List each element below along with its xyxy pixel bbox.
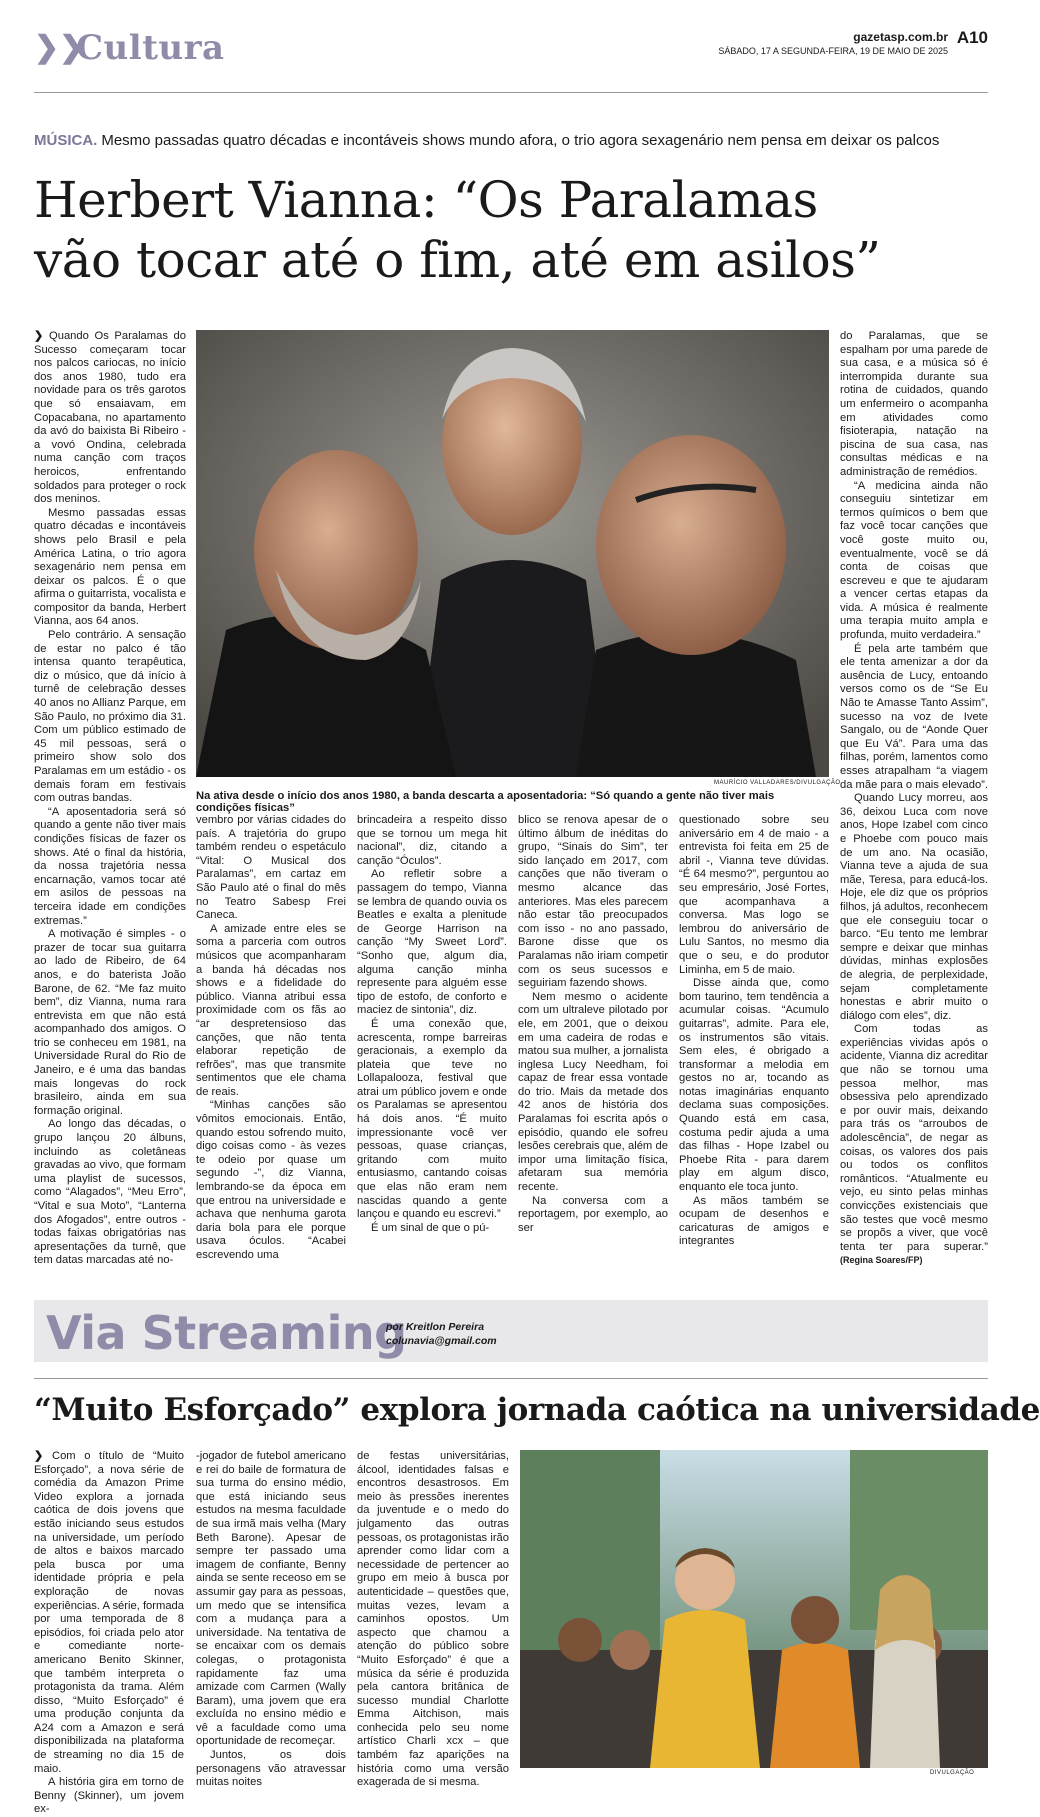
column-paragraph: brincadeira a respeito disso que se tornou um mega hit nacional”, diz, citando a canção “Óculos”.: [357, 814, 507, 867]
byline-email: colunavia@gmail.com: [386, 1335, 497, 1347]
article-kicker: [34, 132, 988, 149]
series-photo: [520, 1450, 988, 1768]
column-paragraph: A amizade entre eles se soma a parceria com outros músicos que acompanharam a banda há décadas nos shows e a fidelidade do público. Vianna atribui essa proximidade com os fãs ao “ar despretensioso das canções, que não tenta elaborar repetição de refrões”, mas que transmite sentimentos que ele chama de reais.: [196, 922, 346, 1098]
streaming-column-2: [196, 1450, 346, 1789]
section-name: Cultura: [76, 28, 225, 68]
column-paragraph: “A aposentadoria será só quando a gente não tiver mais condições físicas de fazer os shows. Até o final da história, da nossa trajetória nessa encarnação, vamos tocar até em asilos de pessoas na terceira idade em condições extremas.”: [34, 805, 186, 927]
column-paragraph: É um sinal de que o pú-: [371, 1221, 490, 1234]
column-paragraph: blico se renova apesar de o último álbum de inéditas do grupo, “Sinais do Sim”, ter sido lançado em 2017, com canções que não tiveram o mesmo alcance das anteriores. Mas eles parecem não estar tão preocupados com isso - no ano passado, Barone disse que os Paralamas não iriam competir com os seus sucessos e seguiriam fazendo shows.: [518, 814, 668, 990]
lead-chevron-icon: ❯: [34, 1450, 52, 1462]
article-column-2: [196, 814, 346, 1282]
column-paragraph: É uma conexão que, acrescenta, rompe barreiras geracionais, a exemplo da plateia que teve no Lollapalooza, festival que atrai um público jovem e onde os Paralamas se apresentou há dois anos. “É muito impressionante você ver pessoas, quase crianças, gritando com muito entusiasmo, cantando coisas que elas não eram nem nascidas quando a gente lançou e quando eu escrevi.”: [357, 1017, 507, 1221]
lead-chevron-icon: ❯: [34, 330, 50, 342]
double-chevron-icon: ❯❯: [34, 31, 85, 64]
column-paragraph: É pela arte também que ele tenta amenizar a dor da ausência de Lucy, entoando versos como os de “Se Eu Não te Amasse Tanto Assim”, sucesso na voz de Ivete Sangalo, ou de “Aonde Quer que Eu Vá”. Para uma das filhas, porém, lamentos como esses atrapalham “a viagem da mãe para o mais elevado”.: [840, 642, 989, 791]
kicker-label: MÚSICA.: [34, 132, 98, 149]
streaming-headline: “Muito Esforçado” explora jornada caótica na universidade: [34, 1392, 1040, 1428]
streaming-column-1: [34, 1450, 185, 1816]
column-paragraph: A história gira em torno de Benny (Skinner), um jovem ex-: [34, 1776, 184, 1816]
page-masthead: [34, 28, 988, 70]
site-url: gazetasp.com.br: [853, 30, 948, 44]
page-number: A10: [956, 28, 988, 47]
column-paragraph: Disse ainda que, como bom taurino, tem tendência a acumular coisas. “Acumulo guitarras”, admite. Para ele, os instrumentos são vitais. Sem eles, é obrigado a transformar a melodia em gestos no ar, tocando as notas imaginárias enquanto declama suas composições. Quando está em casa, costuma pedir ajuda a uma das filhas - Hope Izabel ou Phoebe Rita - para darem play em algum disco, enquanto ele toca junto.: [679, 977, 829, 1194]
article-headline: [34, 170, 988, 290]
article-column-1: [34, 330, 186, 1282]
edition-date: SÁBADO, 17 A SEGUNDA-FEIRA, 19 DE MAIO DE 2025: [718, 46, 948, 56]
photo-credit: MAURÍCIO VALLADARES/DIVULGAÇÃO: [714, 780, 841, 786]
column-paragraph: Ao refletir sobre a passagem do tempo, Vianna se lembra de quando ouvia os Beatles e exalta a plenitude de George Harrison na canção “My Sweet Lord”. “Sonho que, algum dia, alguma canção minha represente para alguém esse tipo de estofo, de conforto e maciez de sintonia”, diz.: [357, 868, 507, 1017]
column-paragraph: Com o título de “Muito Esforçado”, a nova série de comédia da Amazon Prime Video explora a jornada caótica de dois jovens que estão iniciando seus estudos na universidade, um período de altos e baixos marcado pela busca por uma identidade própria e pela exploração de novas experiências. A série, formada por uma temporada de 8 episódios, foi criada pelo ator e comediante norte-americano Benito Skinner, que também interpreta o protagonista da trama. Além disso, “Muito Esforçado” é uma produção conjunta da A24 com a Amazon e será disponibilizada na plataforma de streaming no dia 15 de maio.: [34, 1450, 185, 1775]
column-byline: [386, 1320, 497, 1348]
article-column-6: [840, 330, 988, 1282]
streaming-title: Via Streaming: [46, 1306, 407, 1360]
article-column-5: [679, 814, 829, 1282]
photo-caption: Na ativa desde o início dos anos 1980, a banda descarta a aposentadoria: “Só quando a gente não tiver mais condições físicas”: [196, 790, 775, 814]
column-paragraph: “A medicina ainda não conseguiu sintetizar em termos químicos o bem que faz você tocar canções que você goste muito ou, eventualmente, você se dá conta de coisas que escreveu e que te ajudaram a vencer certas etapas da vida. A música é realmente uma terapia muito ampla e profunda, muito verdadeira.”: [840, 479, 988, 642]
column-paragraph: Juntos, os dois personagens vão atravessar muitas noites: [196, 1749, 346, 1789]
column-paragraph: Mesmo passadas essas quatro décadas e incontáveis shows pelo Brasil e pela América Latina, o trio agora sexagenário nem pensa em deixar os palcos. É o que afirma o guitarrista, vocalista e compositor da banda, Herbert Vianna, aos 64 anos.: [34, 506, 186, 628]
column-paragraph: Quando Os Paralamas do Sucesso começaram tocar nos palcos cariocas, no início dos anos 1980, tudo era novidade para os três garotos que só ensaiavam, em Copacabana, no apartamento da avó do baixista Bi Ribeiro - a vovó Ondina, celebrada numa canção com traços heroicos, enfrentando soldados para proteger o rock dos meninos.: [34, 330, 186, 506]
band-photo-graphic: [196, 330, 829, 777]
band-photo: [196, 330, 829, 777]
byline-name: por Kreitlon Pereira: [386, 1321, 485, 1333]
headline-line-2: vão tocar até o fim, até em asilos”: [34, 231, 881, 289]
headline-line-1: Herbert Vianna: “Os Paralamas: [34, 171, 818, 229]
column-paragraph: “Minhas canções são vômitos emocionais. Então, quando estou sofrendo muito, digo coisas como - às vezes te odeio por quase um segundo -”, diz Vianna, lembrando-se da época em que entrou na universidade e achava que nenhuma garota daria bola para ele porque usava óculos. “Acabei escrevendo uma: [196, 1099, 346, 1261]
column-paragraph: vembro por várias cidades do país. A trajetória do grupo também rendeu o espetáculo “Vital: O Musical dos Paralamas”, em cartaz em São Paulo até o final do mês no Teatro Sabesp Frei Caneca.: [196, 814, 346, 922]
column-paragraph: do Paralamas, que se espalham por uma parede de sua casa, e a música só é interrompida durante sua rotina de cuidados, quando um enfermeiro o acompanha em atividades como fisioterapia, natação na piscina de sua casa, nas consultas médicas e na administração de remédios.: [840, 330, 988, 478]
column-paragraph: As mãos também se ocupam de desenhos e caricaturas de amigos e integrantes: [679, 1194, 829, 1248]
article-end-credit: (Regina Soares/FP): [840, 1255, 923, 1266]
column-paragraph: Nem mesmo o acidente com um ultraleve pilotado por ele, em 2001, que o deixou em uma cadeira de rodas e matou sua mulher, a jornalista inglesa Lucy Needham, foi capaz de frear essa vontade do trio. Mais da metade dos 42 anos de história dos Paralamas foi escrita após o episódio, quando ele sofreu lesões cerebrais que, além de impor uma limitação física, afetaram sua memória recente.: [518, 990, 668, 1194]
column-paragraph: Ao longo das décadas, o grupo lançou 20 álbuns, incluindo as coletâneas gravadas ao vivo, que formam uma playlist de sucessos, como “Alagados”, “Meu Erro”, “Vital e sua Moto”, “Lanterna dos Afogados”, entre outros - todas faixas obrigatórias nas apresentações da turnê, que tem datas marcadas até no-: [34, 1118, 186, 1267]
streaming-section-header: [34, 1300, 988, 1362]
series-photo-graphic: [520, 1450, 988, 1768]
column-paragraph: Com todas as experiências vividas após o acidente, Vianna diz acreditar que não se tornou uma pessoa melhor, mas obsessiva pelo aprendizado e por ouvir mais, deixando para trás os “arroubos de adolescência”, de negar as coisas, os valores dos pais ou todos os conflitos românticos. “Atualmente eu vejo, eu sinto pelas minhas convicções existenciais que são testes que você mesmo se propõs a viver, que você tenta ter para superar.”: [840, 1023, 988, 1253]
article-column-3: [357, 814, 507, 1282]
masthead-rule: [34, 92, 988, 93]
column-paragraph: Quando Lucy morreu, aos 36, deixou Luca com nove anos, Hope Izabel com cinco e Phoebe com pouco mais de um ano. Na ocasião, Vianna teve a ajuda de sua mãe, Teresa, para educá-los. Hoje, ele diz que os próprios filhos, já adultos, reconhecem que ele conseguiu tocar o barco. “Eu tento me lembrar sempre e deixar que minhas dúvidas, minhas explosões de alegria, de perplexidade, sejam completamente honestas e abrir muito o diálogo com eles”, diz.: [840, 792, 989, 1022]
article-column-4: [518, 814, 668, 1282]
streaming-rule: [34, 1378, 988, 1379]
column-paragraph: de festas universitárias, álcool, identidades falsas e encontros desastrosos. Em meio às pressões inerentes da juventude e o medo do julgamento das outras pessoas, os protagonistas irão aprender como lidar com a necessidade de pertencer ao grupo em meio à busca por autenticidade – questões que, muitas vezes, levam a caminhos opostos. Um aspecto que chamou a atenção do público sobre “Muito Esforçado” é que a música da série é produzida pela cantora britânica de sucesso mundial Charlotte Emma Aitchison, mais conhecida pelo seu nome artístico Charli xcx – que também faz aparições na história como uma versão exagerada de si mesma.: [357, 1450, 509, 1789]
kicker-text: Mesmo passadas quatro décadas e incontáveis shows mundo afora, o trio agora sexagenário nem pensa em deixar os palcos: [101, 132, 940, 149]
column-paragraph: Pelo contrário. A sensação de estar no palco é tão intensa quanto terapêutica, diz o músico, que dá início à turnê de celebração desses 40 anos no Allianz Parque, em São Paulo, no próximo dia 31. Com um público estimado de 45 mil pessoas, será o primeiro show solo dos Paralamas em um estádio - os demais foram em festivais com outras bandas.: [34, 629, 186, 805]
column-paragraph: -jogador de futebol americano e rei do baile de formatura de sua turma do ensino médio, que está iniciando seus estudos na mesma faculdade de sua irmã mais velha (Mary Beth Barone). Apesar de sempre ter passado uma imagem de confiante, Benny ainda se sente receoso em se assumir gay para as pessoas, um medo que se intensifica com a mudança para a universidade. Na tentativa de se encaixar com os demais colegas, o protagonista rapidamente faz uma amizade com Carmen (Wally Baram), uma jovem que era excluída no ensino médio e vê a faculdade como uma oportunidade de recomeçar.: [196, 1450, 346, 1748]
column-paragraph: questionado sobre seu aniversário em 4 de maio - a entrevista foi feita em 25 de abril -, Vianna teve dúvidas. “É 64 mesmo?”, perguntou ao seu empresário, José Fortes, que acompanhava a conversa. Mas logo se lembrou do aniversário de Lulu Santos, no mesmo dia que o seu, e do produtor Liminha, em 5 de maio.: [679, 814, 829, 976]
column-paragraph: A motivação é simples - o prazer de tocar sua guitarra ao lado de Ribeiro, de 64 anos, e do baterista João Barone, de 62. “Me faz muito bem”, diz Vianna, numa rara entrevista em que não está acompanhado dos amigos. O trio se conheceu em 1981, na Universidade Rural do Rio de Janeiro, e é uma das bandas mais longevas do rock brasileiro, ainda em sua formação original.: [34, 928, 186, 1117]
streaming-column-3: [357, 1450, 509, 1789]
series-photo-credit: DIVULGAÇÃO: [930, 1770, 975, 1776]
column-paragraph: Na conversa com a reportagem, por exemplo, ao ser: [518, 1194, 668, 1234]
